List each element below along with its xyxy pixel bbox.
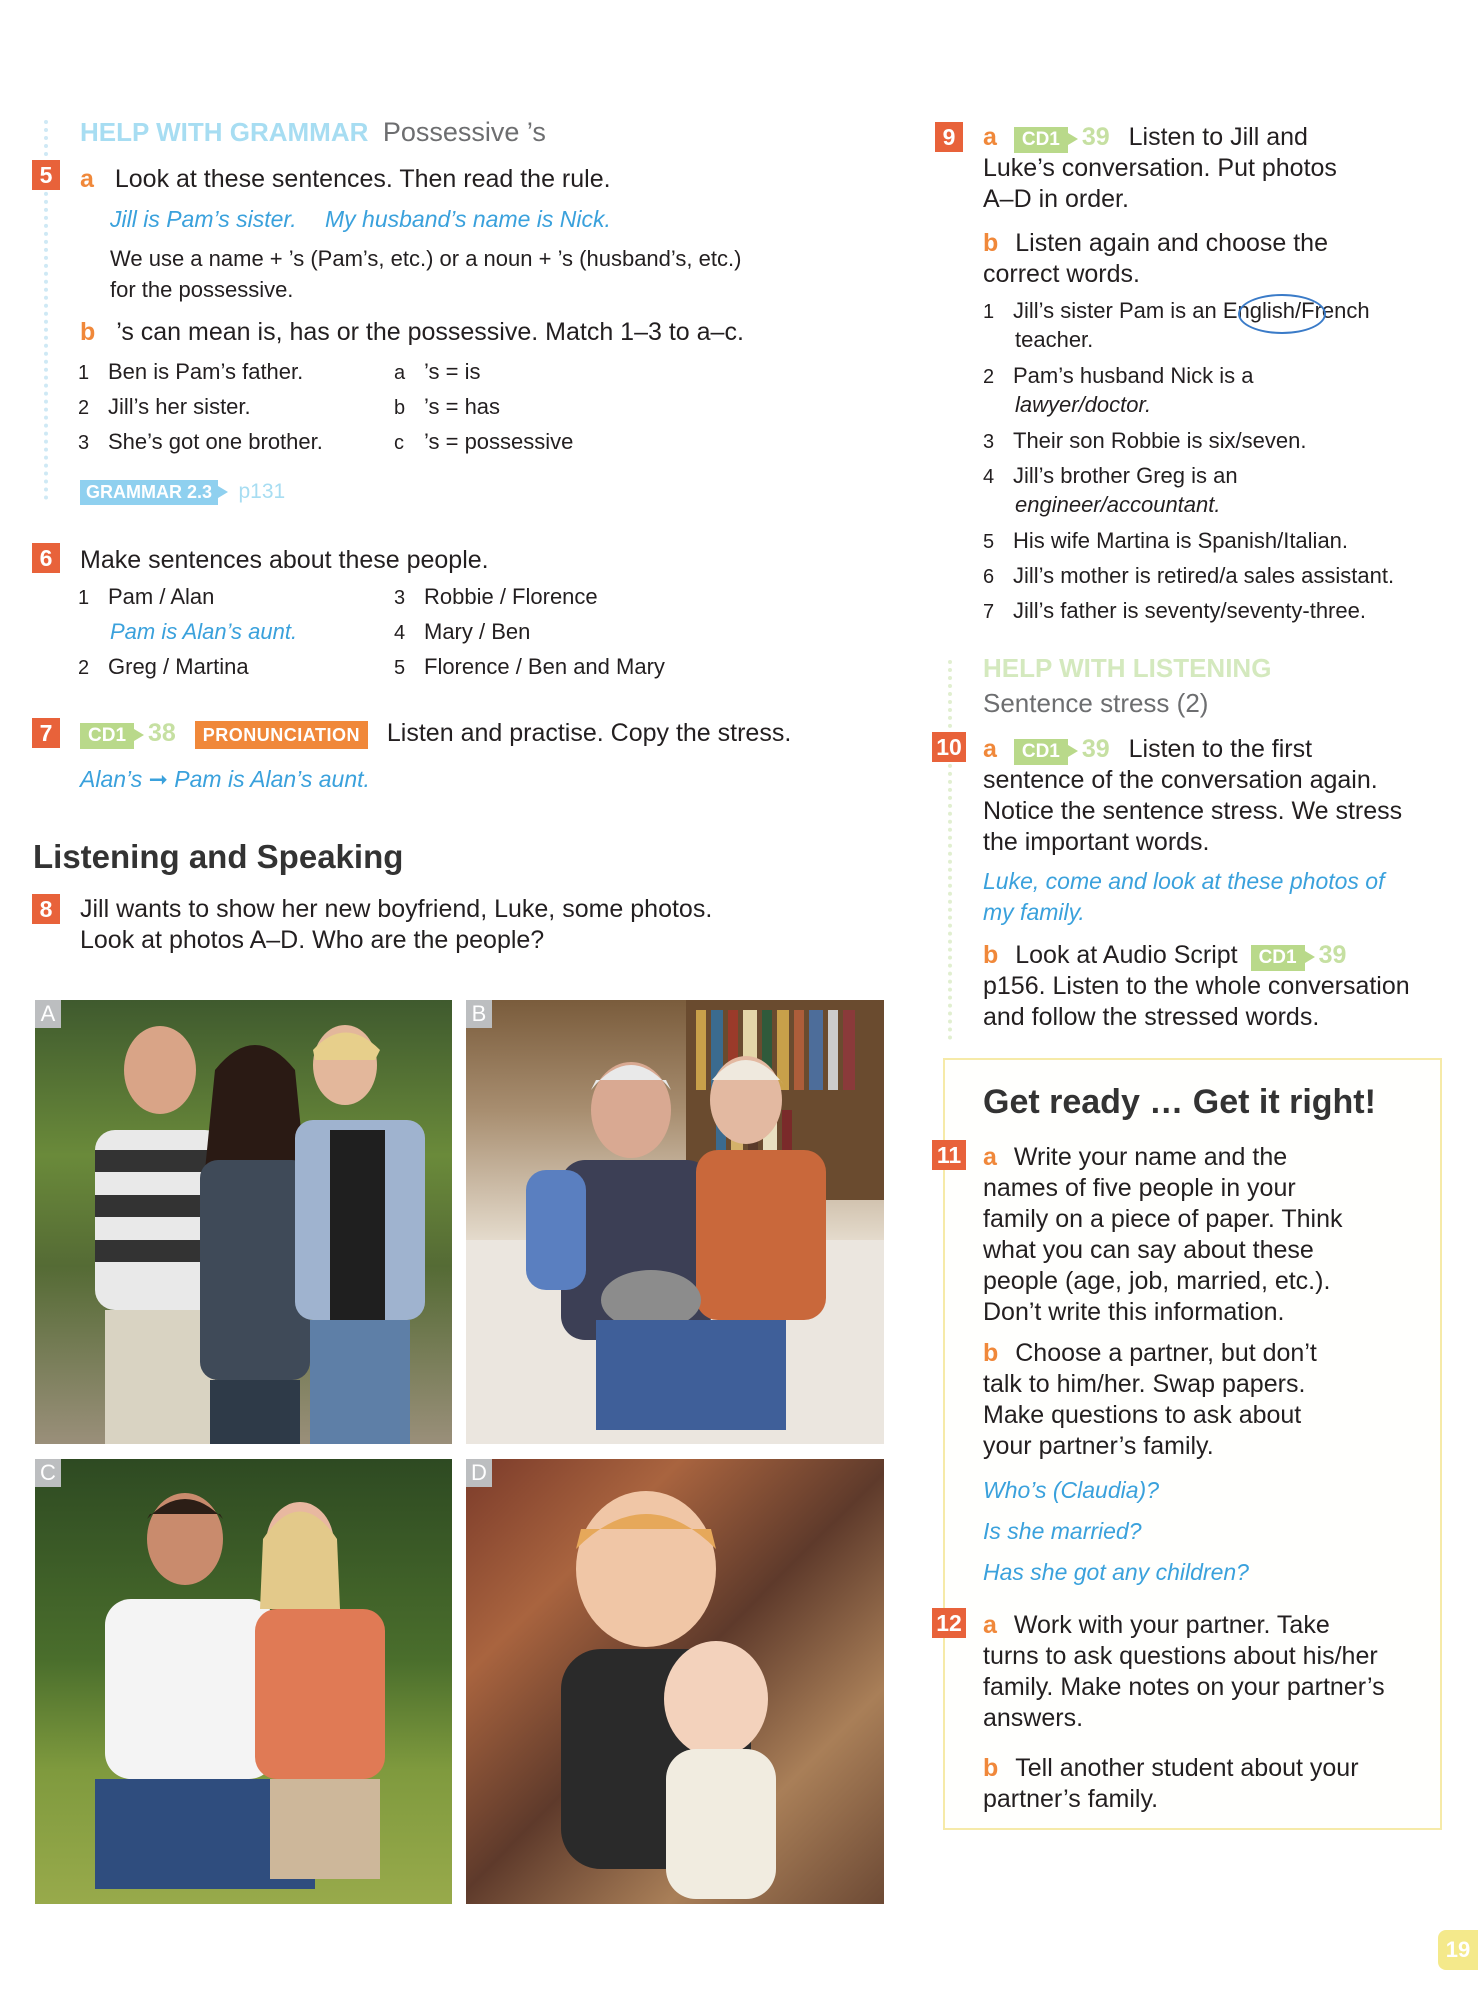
exercise-12-badge: 12 [932, 1608, 966, 1638]
exercise-10-example [983, 866, 1385, 928]
cd-track[interactable]: 39 [1081, 735, 1110, 763]
exercise-10b-line1: Look at Audio Script [1015, 941, 1238, 969]
grammar-rule [110, 243, 810, 305]
arrow-right-icon: ➞ [148, 766, 168, 792]
exercise-9-item-1-cont: teacher. [1015, 327, 1094, 352]
get-ready-title: Get ready … Get it right! [983, 1083, 1376, 1121]
exercise-12b [983, 1753, 1428, 1815]
cd-tag[interactable]: CD1 [1014, 127, 1068, 153]
exercise-6-item-2: 2 Greg / Martina [78, 654, 249, 679]
listening-dotted-rule [948, 660, 956, 1040]
question-example: Who’s (Claudia)? [983, 1477, 1159, 1503]
exercise-9-item-2: 2 Pam’s husband Nick is a [983, 363, 1254, 388]
photo-label-a: A [35, 1000, 61, 1028]
exercise-5a-letter: a [80, 165, 94, 193]
exercise-12b-line: Tell another student about your [1015, 1754, 1359, 1782]
exercise-5b-text: ’s can mean is, has or the possessive. Match 1–3 to a–c. [116, 318, 744, 346]
exercise-10-example-line2: my family. [983, 899, 1085, 925]
match-right-c: c ’s = possessive [394, 429, 574, 454]
exercise-11a [983, 1142, 1423, 1328]
match-left-2: 2 Jill’s her sister. [78, 394, 251, 419]
exercise-8-line2: Look at photos A–D. Who are the people? [80, 926, 545, 954]
exercise-9-item-7: 7 Jill’s father is seventy/seventy-three. [983, 598, 1366, 623]
photo-b [466, 1000, 884, 1444]
question-example: Has she got any children? [983, 1559, 1249, 1585]
exercise-9b-line1: Listen again and choose the [1015, 229, 1328, 257]
exercise-9a-line2: Luke’s conversation. Put photos [983, 154, 1337, 182]
exercise-9-item-6: 6 Jill’s mother is retired/a sales assistant. [983, 563, 1395, 588]
grammar-rule-line1: We use a name + ’s (Pam’s, etc.) or a noun + ’s (husband’s, etc.) [110, 246, 742, 271]
pronunciation-tag: PRONUNCIATION [195, 721, 368, 749]
exercise-10b-letter: b [983, 941, 999, 969]
exercise-10a-line3: Notice the sentence stress. We stress [983, 797, 1403, 825]
family-photo-c-illustration [35, 1459, 452, 1904]
exercise-12a-line: family. Make notes on your partner’s [983, 1673, 1385, 1701]
grammar-reference[interactable] [80, 480, 285, 505]
photo-d [466, 1459, 884, 1904]
cd-tag[interactable]: CD1 [80, 723, 134, 749]
exercise-5-examples [110, 204, 611, 235]
cd-track[interactable]: 38 [148, 719, 176, 747]
example-sentence: Jill is Pam’s sister. [110, 206, 297, 232]
exercise-6-item-4: 4 Mary / Ben [394, 619, 531, 644]
exercise-6-example: Pam is Alan’s aunt. [110, 619, 298, 644]
exercise-11b-line: Choose a partner, but don’t [1015, 1339, 1317, 1367]
exercise-12b-letter: b [983, 1754, 999, 1782]
exercise-7-badge: 7 [32, 718, 60, 748]
exercise-5b [80, 317, 744, 348]
exercise-11-examples [983, 1470, 1249, 1593]
exercise-10-example-line1: Luke, come and look at these photos of [983, 868, 1385, 894]
cd-tag[interactable]: CD1 [1251, 945, 1305, 971]
exercise-10a-line4: the important words. [983, 828, 1210, 856]
grammar-heading-label: HELP WITH GRAMMAR [80, 117, 369, 147]
photo-label-c: C [35, 1459, 61, 1487]
match-left-1: 1 Ben is Pam’s father. [78, 359, 304, 384]
grammar-rule-line2: for the possessive. [110, 277, 294, 302]
exercise-10a-letter: a [983, 735, 997, 763]
grammar-heading-topic: Possessive ’s [382, 117, 546, 147]
exercise-6-item-1: 1 Pam / Alan [78, 584, 215, 609]
exercise-6-badge: 6 [32, 543, 60, 573]
grammar-heading [80, 117, 546, 148]
exercise-11a-line: what you can say about these [983, 1236, 1314, 1264]
exercise-11a-line: names of five people in your [983, 1174, 1296, 1202]
exercise-10b-line3: and follow the stressed words. [983, 1003, 1320, 1031]
exercise-11a-line: Write your name and the [1013, 1143, 1288, 1171]
cd-track[interactable]: 39 [1081, 123, 1110, 151]
exercise-11b [983, 1338, 1423, 1462]
exercise-9a [983, 122, 1453, 215]
exercise-5b-letter: b [80, 318, 96, 346]
exercise-6-text: Make sentences about these people. [80, 546, 489, 574]
listening-heading-topic: Sentence stress (2) [983, 688, 1209, 718]
exercise-11-badge: 11 [932, 1140, 966, 1170]
grammar-reference-tag[interactable]: GRAMMAR 2.3 [80, 480, 218, 505]
exercise-12a [983, 1610, 1428, 1734]
stress-example-b: Pam is Alan’s aunt. [174, 766, 370, 792]
exercise-9-badge: 9 [935, 122, 963, 152]
exercise-11b-line: your partner’s family. [983, 1432, 1214, 1460]
exercise-11a-line: family on a piece of paper. Think [983, 1205, 1343, 1233]
exercise-6-item-5: 5 Florence / Ben and Mary [394, 654, 665, 679]
exercise-11b-line: talk to him/her. Swap papers. [983, 1370, 1306, 1398]
exercise-7 [80, 718, 791, 749]
photo-a [35, 1000, 452, 1444]
exercise-9b-letter: b [983, 229, 999, 257]
cd-tag[interactable]: CD1 [1014, 739, 1068, 765]
page-number: 19 [1438, 1930, 1478, 1970]
exercise-12b-line: partner’s family. [983, 1785, 1159, 1813]
exercise-7-example [80, 764, 370, 795]
exercise-9-item-2-cont: lawyer/doctor. [1015, 392, 1152, 417]
listening-heading [983, 653, 1271, 719]
exercise-12a-letter: a [983, 1611, 997, 1639]
family-photo-d-illustration [466, 1459, 884, 1904]
exercise-9b-line2: correct words. [983, 260, 1140, 288]
exercise-6-item-3: 3 Robbie / Florence [394, 584, 598, 609]
exercise-10b [983, 940, 1453, 1033]
exercise-7-text: Listen and practise. Copy the stress. [386, 719, 792, 747]
family-photo-b-illustration [466, 1000, 884, 1444]
exercise-9-item-4: 4 Jill’s brother Greg is an [983, 463, 1238, 488]
photo-label-b: B [466, 1000, 492, 1028]
listening-heading-label: HELP WITH LISTENING [983, 653, 1272, 683]
exercise-11b-letter: b [983, 1339, 999, 1367]
exercise-11a-line: Don’t write this information. [983, 1298, 1285, 1326]
exercise-9a-letter: a [983, 123, 997, 151]
exercise-11a-line: people (age, job, married, etc.). [983, 1267, 1331, 1295]
exercise-9-item-1: 1 Jill’s sister Pam is an English/French [983, 298, 1370, 323]
cd-track[interactable]: 39 [1318, 941, 1347, 969]
exercise-9a-line1: Listen to Jill and [1128, 123, 1308, 151]
photo-label-d: D [466, 1459, 492, 1487]
exercise-9a-line3: A–D in order. [983, 185, 1129, 213]
exercise-10a [983, 734, 1453, 858]
exercise-9-item-5: 5 His wife Martina is Spanish/Italian. [983, 528, 1349, 553]
match-left-3: 3 She’s got one brother. [78, 429, 323, 454]
exercise-5a [80, 164, 611, 195]
exercise-8-badge: 8 [32, 894, 60, 924]
exercise-11b-line: Make questions to ask about [983, 1401, 1302, 1429]
exercise-8-line1: Jill wants to show her new boyfriend, Luke, some photos. [80, 895, 713, 923]
section-title: Listening and Speaking [33, 838, 404, 875]
exercise-9-item-3: 3 Their son Robbie is six/seven. [983, 428, 1307, 453]
exercise-8-text [80, 894, 712, 956]
exercise-9-item-4-cont: engineer/accountant. [1015, 492, 1221, 517]
photo-c [35, 1459, 452, 1904]
stress-example-a: Alan’s [80, 766, 143, 792]
exercise-10a-line1: Listen to the first [1128, 735, 1313, 763]
circled-answer [1238, 294, 1326, 334]
exercise-5-badge: 5 [32, 160, 60, 190]
exercise-10b-line2: p156. Listen to the whole conversation [983, 972, 1410, 1000]
exercise-12a-line: Work with your partner. Take [1013, 1611, 1330, 1639]
family-photo-a-illustration [35, 1000, 452, 1444]
exercise-12a-line: answers. [983, 1704, 1084, 1732]
exercise-11a-letter: a [983, 1143, 997, 1171]
exercise-9b [983, 228, 1453, 290]
question-example: Is she married? [983, 1518, 1142, 1544]
exercise-10a-line2: sentence of the conversation again. [983, 766, 1378, 794]
grammar-reference-page[interactable]: p131 [238, 480, 286, 503]
exercise-10-badge: 10 [932, 732, 966, 762]
example-sentence: My husband’s name is Nick. [324, 206, 611, 232]
exercise-12a-line: turns to ask questions about his/her [983, 1642, 1378, 1670]
match-right-a: a ’s = is [394, 359, 481, 384]
match-right-b: b ’s = has [394, 394, 501, 419]
exercise-5a-text: Look at these sentences. Then read the rule. [114, 165, 611, 193]
